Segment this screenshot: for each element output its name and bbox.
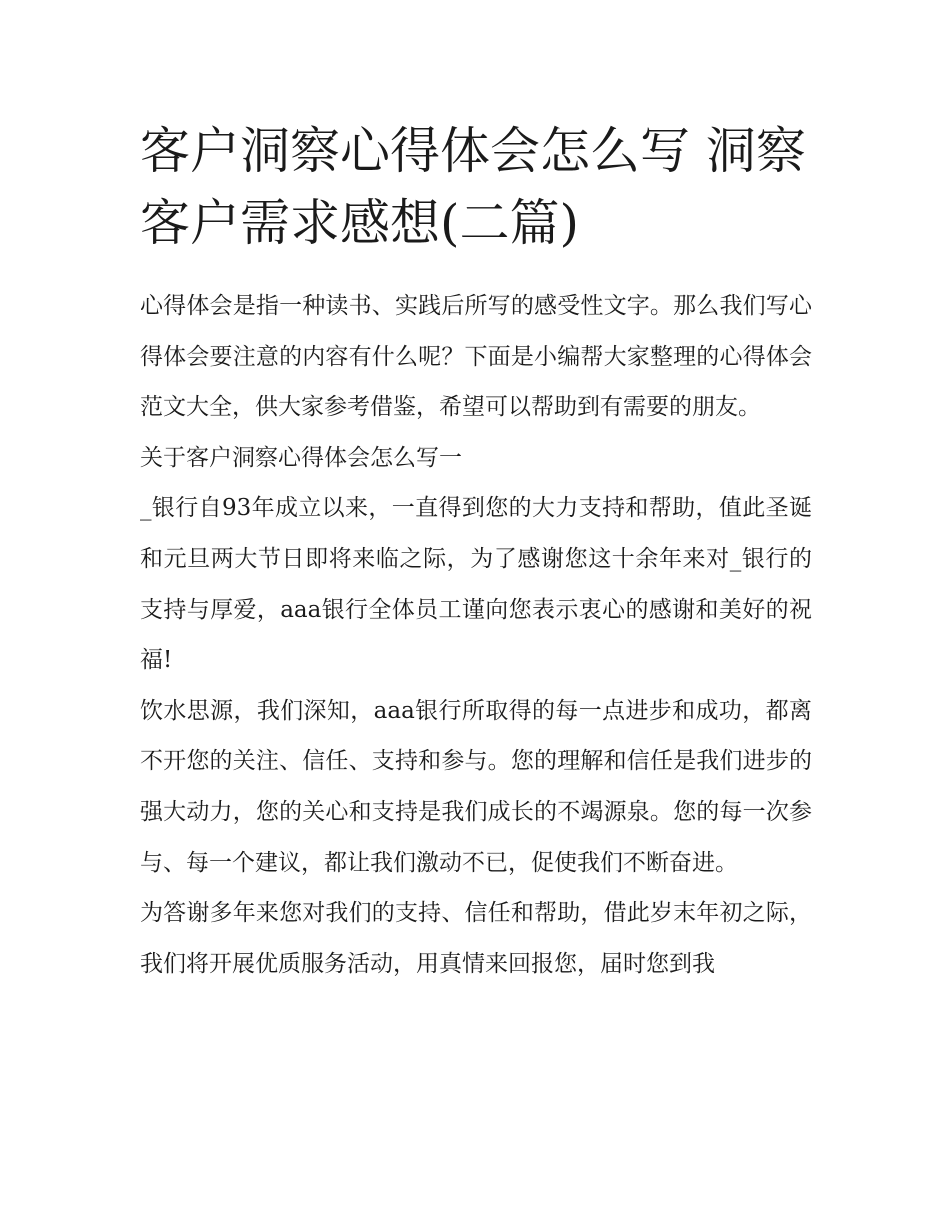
body-paragraph: 饮水思源，我们深知，aaa银行所取得的每一点进步和成功，都离不开您的关注、信任、支持和参与。您的理解和信任是我们进步的强大动力，您的关心和支持是我们成长的不竭源泉。您的每一次参与、每一个建议，都让我们激动不已，促使我们不断奋进。 xyxy=(140,697,812,876)
body-paragraph: _银行自93年成立以来，一直得到您的大力支持和帮助，值此圣诞和元旦两大节日即将来临之际，为了感谢您这十余年来对_银行的支持与厚爱，aaa银行全体员工谨向您表示衷心的感谢和美好的祝福! xyxy=(140,495,812,674)
body-paragraph: 为答谢多年来您对我们的支持、信任和帮助，借此岁末年初之际，我们将开展优质服务活动，用真情来回报您，届时您到我 xyxy=(140,900,812,977)
section-heading: 关于客户洞察心得体会怎么写一 xyxy=(140,444,462,471)
document-page xyxy=(140,115,812,989)
document-title: 客户洞察心得体会怎么写 洞察客户需求感想(二篇) xyxy=(140,122,806,252)
intro-paragraph: 心得体会是指一种读书、实践后所写的感受性文字。那么我们写心得体会要注意的内容有什么呢？下面是小编帮大家整理的心得体会范文大全，供大家参考借鉴，希望可以帮助到有需要的朋友。 xyxy=(140,293,812,421)
